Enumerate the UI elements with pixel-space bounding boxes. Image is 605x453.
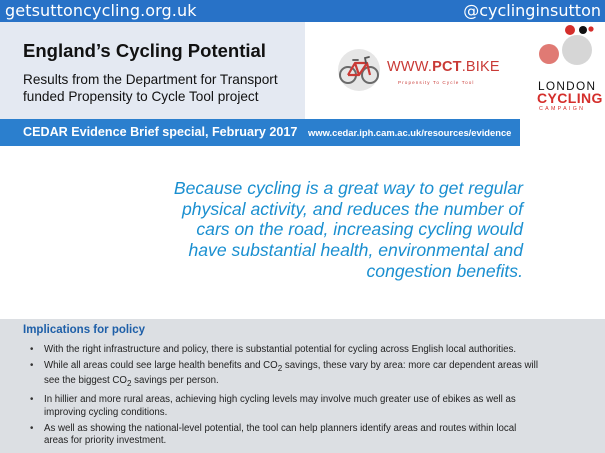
page-subtitle <box>23 71 303 105</box>
pct-name-suffix: .BIKE <box>461 59 500 75</box>
bullet-text: savings per person. <box>131 375 219 387</box>
pct-name-bold: PCT <box>432 59 462 75</box>
pct-name-prefix: WWW. <box>387 59 433 75</box>
lcc-circles-logo <box>537 24 603 78</box>
cedar-band <box>0 119 520 146</box>
bullet-text: As well as showing the national-level potential, the tool can help planners identify areas and routes within local <box>44 422 517 434</box>
policy-bullet <box>30 423 600 449</box>
lcc-campaign: CAMPAIGN <box>539 106 586 112</box>
top-bar <box>0 0 605 22</box>
bullet-text: savings, these vary by area: more car dependent areas will <box>282 359 538 371</box>
lcc-cycling: CYCLING <box>537 90 603 106</box>
subscript: 2 <box>126 379 132 389</box>
cedar-url-link[interactable]: www.cedar.iph.cam.ac.uk/resources/evidence <box>308 127 512 138</box>
quote-line-3: cars on the road, increasing cycling would <box>196 219 523 240</box>
page-title: England’s Cycling Potential <box>23 40 266 61</box>
policy-heading: Implications for policy <box>23 324 146 336</box>
bullet-text: While all areas could see large health benefits and CO <box>44 359 278 371</box>
quote-line-5: congestion benefits. <box>366 260 523 281</box>
policy-bullet <box>30 360 600 391</box>
pull-quote <box>150 178 523 282</box>
bullet-text: areas for priority investment. <box>44 435 167 447</box>
policy-bullet <box>30 344 600 357</box>
lcc-london: LONDON <box>538 79 597 93</box>
twitter-handle-link[interactable]: @cyclinginsutton <box>463 1 601 20</box>
subtitle-line-2: funded Propensity to Cycle Tool project <box>23 89 259 104</box>
subscript: 2 <box>277 363 283 373</box>
bullet-text: In hillier and more rural areas, achieving high cycling levels may involve much greater use of ebikes as well as <box>44 394 516 406</box>
pct-tagline: Propensity To Cycle Tool <box>398 80 475 85</box>
policy-bullet-list <box>30 344 600 451</box>
quote-line-2: physical activity, and reduces the number of <box>182 198 523 219</box>
quote-line-4: have substantial health, environmental and <box>188 240 523 261</box>
bullet-text: improving cycling conditions. <box>44 406 168 418</box>
cedar-brief-label: CEDAR Evidence Brief special, February 2017 <box>23 125 298 139</box>
policy-bullet <box>30 394 600 420</box>
subtitle-line-1: Results from the Department for Transport <box>23 72 278 87</box>
quote-line-1: Because cycling is a great way to get regular <box>173 178 523 198</box>
pct-site-name <box>387 59 500 75</box>
bicycle-icon <box>335 48 383 92</box>
bullet-text: see the biggest CO <box>44 375 127 387</box>
website-link[interactable]: getsuttoncycling.org.uk <box>5 1 197 20</box>
bullet-text: With the right infrastructure and policy, there is substantial potential for cycling across English local authorities. <box>44 344 517 355</box>
